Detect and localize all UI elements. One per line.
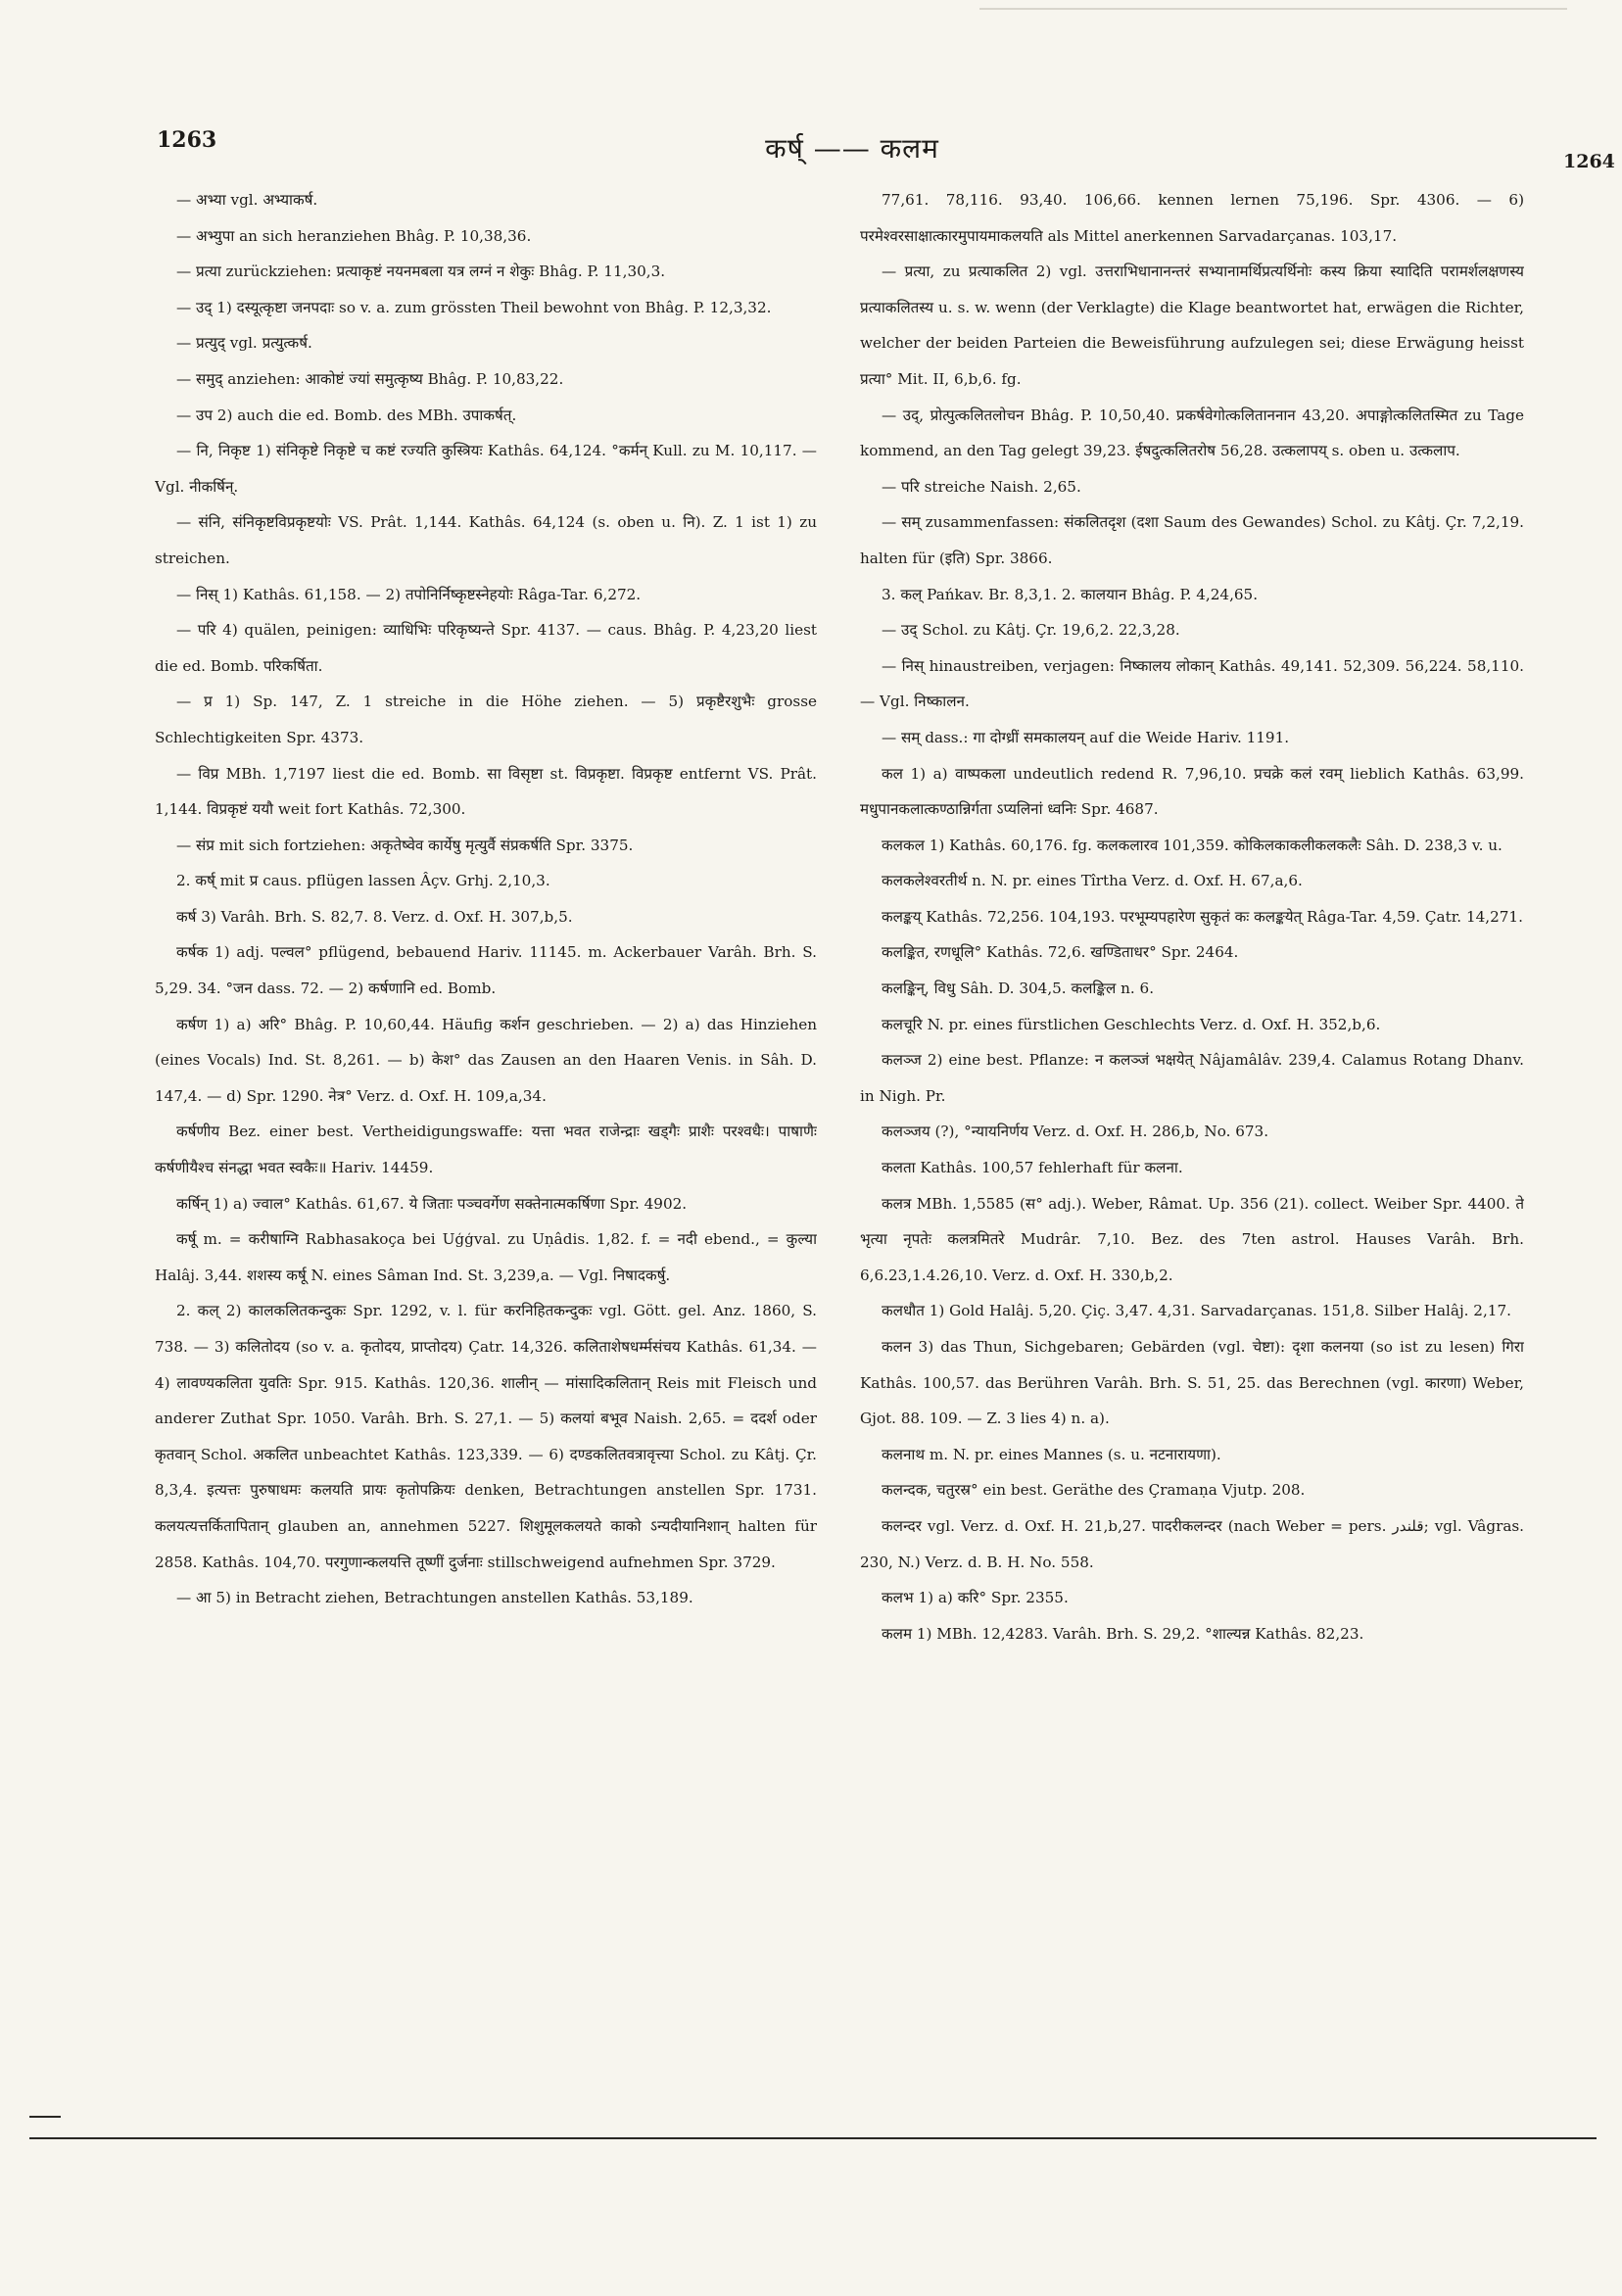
dictionary-entry: — प्रत्या zurückziehen: प्रत्याकृष्टं नयनमबला यत्र लग्नं न शेकुः Bhâg. P. 11,30,3. bbox=[176, 263, 666, 281]
dictionary-entry: कलङ्कय् Kathâs. 72,256. 104,193. परभूम्यपहारेण सुकृतं कः कलङ्कयेत् Râga-Tar. 4,59. Çatr. 14,271. bbox=[882, 907, 1523, 926]
dictionary-entry: कलधौत 1) Gold Halâj. 5,20. Çiç. 3,47. 4,31. Sarvadarçanas. 151,8. Silber Halâj. 2,17. bbox=[882, 1302, 1511, 1320]
dictionary-entry: कर्षणीय Bez. einer best. Vertheidigungswaffe: यत्ता भवत राजेन्द्राः खड्गैः प्राशैः परश्वधैः। पाषाणैः कर्षणीयैश्च संनद्धा भवत स्वकैः॥ Hariv. 14459. bbox=[155, 1123, 817, 1177]
dictionary-entry: कलन्दक, चतुरस्र° ein best. Geräthe des Çramaṇa Vjutp. 208. bbox=[882, 1481, 1306, 1500]
dictionary-entry: कलम 1) MBh. 12,4283. Varâh. Brh. S. 29,2. °शाल्यन्न Kathâs. 82,23. bbox=[882, 1624, 1364, 1643]
dictionary-entry: — निस् hinaustreiben, verjagen: निष्कालय लोकान् Kathâs. 49,141. 52,309. 56,224. 58,110. — Vgl. निष्कालन. bbox=[860, 656, 1524, 711]
dictionary-entry: कलनाथ m. N. pr. eines Mannes (s. u. नटनारायणा). bbox=[882, 1445, 1221, 1463]
dictionary-entry: कलङ्कित, रणधूलि° Kathâs. 72,6. खण्डिताधर° Spr. 2464. bbox=[882, 943, 1239, 962]
dictionary-entry: — संनि, संनिकृष्टविप्रकृष्टयोः VS. Prât. 1,144. Kathâs. 64,124 (s. oben u. नि). Z. 1 ist 1) zu streichen. bbox=[155, 513, 817, 567]
dictionary-entry: कलचूरि N. pr. eines fürstlichen Geschlechts Verz. d. Oxf. H. 352,b,6. bbox=[882, 1015, 1381, 1033]
dictionary-entry: कर्ष 3) Varâh. Brh. S. 82,7. 8. Verz. d. Oxf. H. 307,b,5. bbox=[176, 907, 573, 926]
dictionary-entry: कर्षिन् 1) a) ज्वाल° Kathâs. 61,67. ये जिताः पञ्चवर्गेण सक्तेनात्मकर्षिणा Spr. 4902. bbox=[176, 1194, 688, 1213]
dictionary-entry: — आ 5) in Betracht ziehen, Betrachtungen anstellen Kathâs. 53,189. bbox=[176, 1589, 693, 1607]
dictionary-entry: कर्षण 1) a) अरि° Bhâg. P. 10,60,44. Häufig कर्शन geschrieben. — 2) a) das Hinziehen (eines Vocals) Ind. St. 8,261. — b) केश° das Zausen an den Haaren Venis. in Sâh. D. 147,4. — d) Spr. 1290. नेत्र° Verz. d. Oxf. H. 109,a,34. bbox=[155, 1015, 817, 1105]
dictionary-entry: — उद्, प्रोत्पुत्कलितलोचन Bhâg. P. 10,50,40. प्रकर्षवेगोत्कलिताननान 43,20. अपाङ्गोत्कलितस्मित zu Tage kommend, an den Tag gelegt 39,23. ईषदुत्कलितरोष 56,28. उत्कलापय् s. oben u. उत्कलाप. bbox=[860, 406, 1524, 460]
dictionary-entry: — परि 4) quälen, peinigen: व्याधिभिः परिकृष्यन्ते Spr. 4137. — caus. Bhâg. P. 4,23,20 liest die ed. Bomb. परिकर्षिता. bbox=[155, 621, 817, 675]
dictionary-entry: — संप्र mit sich fortziehen: अकृतेष्वेव कार्येषु मृत्युर्वै संप्रकर्षति Spr. 3375. bbox=[176, 836, 634, 854]
dictionary-entry: कर्षक 1) adj. पल्वल° pflügend, bebauend Hariv. 11145. m. Ackerbauer Varâh. Brh. S. 5,29. 34. °जन dass. 72. — 2) कर्षणानि ed. Bomb. bbox=[155, 943, 817, 998]
dictionary-entry: कलत्र MBh. 1,5585 (स° adj.). Weber, Râmat. Up. 356 (21). collect. Weiber Spr. 4400. ते भृत्या नृपतेः कलत्रमितरे Mudrâr. 7,10. Bez. des 7ten astrol. Hauses Varâh. Brh. 6,6.23,1.4.26,10. Verz. d. Oxf. H. 330,b,2. bbox=[860, 1194, 1524, 1284]
dictionary-entry: 2. कल् 2) कालकलितकन्दुकः Spr. 1292, v. l. für करनिहितकन्दुकः vgl. Gött. gel. Anz. 1860, S. 738. — 3) कलितोदय (so v. a. कृतोदय, प्राप्तोदय) Çatr. 14,326. कलिताशेषधर्म्मसंचय Kathâs. 61,34. — 4) लावण्यकलिता युवतिः Spr. 915. Kathâs. 120,36. शालीन् — मांसादिकलितान् Reis mit Fleisch und anderer Zuthat Spr. 1050. Varâh. Brh. S. 27,1. — 5) कलयां बभूव Naish. 2,65. = ददर्श oder कृतवान् Schol. अकलित unbeachtet Kathâs. 123,339. — 6) दण्डकलितवत्रावृत्त्या Schol. zu Kâtj. Çr. 8,3,4. इत्यत्तः पुरुषाधमः कलयति प्रायः कृतोपक्रियः denken, Betrachtungen anstellen Spr. 1731. कलयत्यत्तर्कितापितान् glauben an, annehmen 5227. शिशुमूलकलयते काको ऽन्यदीयानिशान् halten für 2858. Kathâs. 104,70. परगुणान्कलयत्ति तूष्णीं दुर्जनाः stillschweigend aufnehmen Spr. 3729. bbox=[155, 1302, 817, 1571]
dictionary-entry: कलञ्जय (?), °न्यायनिर्णय Verz. d. Oxf. H. 286,b, No. 673. bbox=[882, 1123, 1269, 1141]
dictionary-entry: — उद् Schol. zu Kâtj. Çr. 19,6,2. 22,3,28. bbox=[882, 621, 1180, 640]
left-page-number: 1263 bbox=[157, 127, 217, 153]
left-column bbox=[155, 182, 817, 2122]
dictionary-entry: — सम् zusammenfassen: संकलितदृश (दशा Saum des Gewandes) Schol. zu Kâtj. Çr. 7,2,19. halten für (इति) Spr. 3866. bbox=[860, 513, 1524, 567]
dictionary-entry: 2. कर्ष् mit प्र caus. pflügen lassen Âçv. Grhj. 2,10,3. bbox=[176, 872, 550, 890]
dictionary-entry: — प्रत्युद् vgl. प्रत्युत्कर्ष. bbox=[176, 334, 312, 353]
right-column bbox=[860, 182, 1524, 2122]
dictionary-entry: — विप्र MBh. 1,7197 liest die ed. Bomb. सा विसृष्टा st. विप्रकृष्टा. विप्रकृष्ट entfernt VS. Prât. 1,144. विप्रकृष्टं ययौ weit fort Kathâs. 72,300. bbox=[155, 764, 817, 819]
dictionary-entry: — उप 2) auch die ed. Bomb. des MBh. उपाकर्षत्. bbox=[176, 406, 517, 424]
dictionary-entry: कलता Kathâs. 100,57 fehlerhaft für कलना. bbox=[882, 1159, 1183, 1177]
running-head: कर्ष् —— कलम bbox=[765, 132, 939, 165]
dictionary-entry: कलभ 1) a) करि° Spr. 2355. bbox=[882, 1589, 1069, 1607]
dictionary-entry: 77,61. 78,116. 93,40. 106,66. kennen lernen 75,196. Spr. 4306. — 6) परमेश्वरसाक्षात्कारमुपायमाकलयति als Mittel anerkennen Sarvadarçanas. 103,17. bbox=[860, 191, 1524, 245]
dictionary-entry: — समुद् anziehen: आकोष्टं ज्यां समुत्कृष्य Bhâg. P. 10,83,22. bbox=[176, 369, 564, 388]
dictionary-entry: — अभ्या vgl. अभ्याकर्ष. bbox=[176, 191, 318, 209]
dictionary-entry: कर्षू m. = करीषाग्नि Rabhasakoça bei Uģģval. zu Uṇâdis. 1,82. f. = नदी ebend., = कुल्या Halâj. 3,44. शशस्य कर्षू N. eines Sâman Ind. St. 3,239,a. — Vgl. निषादकर्षु. bbox=[155, 1230, 817, 1284]
dictionary-entry: कल 1) a) वाष्पकला undeutlich redend R. 7,96,10. प्रचक्रे कलं रवम् lieblich Kathâs. 63,99. मधुपानकलात्कण्ठान्निर्गता ऽप्यलिनां ध्वनिः Spr. 4687. bbox=[860, 764, 1524, 819]
dictionary-entry: 3. कल् Pańkav. Br. 8,3,1. 2. कालयान Bhâg. P. 4,24,65. bbox=[882, 585, 1259, 603]
dictionary-entry: — प्र 1) Sp. 147, Z. 1 streiche in die Höhe ziehen. — 5) प्रकृष्टैरशुभैः grosse Schlechtigkeiten Spr. 4373. bbox=[155, 693, 817, 746]
dictionary-entry: — सम् dass.: गा दोग्ध्रीं समकालयन् auf die Weide Hariv. 1191. bbox=[882, 728, 1290, 746]
right-page-number: 1264 bbox=[1563, 151, 1615, 172]
dictionary-entry: कलकल 1) Kathâs. 60,176. fg. कलकलारव 101,359. कोकिलकाकलीकलकलैः Sâh. D. 238,3 v. u. bbox=[882, 836, 1503, 854]
dictionary-entry: — नि, निकृष्ट 1) संनिकृष्टे निकृष्टे च कष्टं रज्यति कुस्त्रियः Kathâs. 64,124. °कर्मन् Kull. zu M. 10,117. — Vgl. नीकर्षिन्. bbox=[155, 442, 817, 496]
dictionary-entry: कलकलेश्वरतीर्थ n. N. pr. eines Tîrtha Verz. d. Oxf. H. 67,a,6. bbox=[882, 872, 1303, 890]
footer-mark bbox=[29, 2116, 61, 2118]
dictionary-entry: — निस् 1) Kathâs. 61,158. — 2) तपोनिर्निष्कृष्टस्नेहयोः Râga-Tar. 6,272. bbox=[176, 585, 642, 603]
dictionary-entry: कलञ्ज 2) eine best. Pflanze: न कलञ्जं भक्षयेत् Nâjamâlâv. 239,4. Calamus Rotang Dhanv. in Nigh. Pr. bbox=[860, 1051, 1524, 1105]
dictionary-entry: कलन 3) das Thun, Sichgebaren; Gebärden (vgl. चेष्टा): दृशा कलनया (so ist zu lesen) गिरा Kathâs. 100,57. das Berühren Varâh. Brh. S. 51, 25. das Berechnen (vgl. कारणा) Weber, Gjot. 88. 109. — Z. 3 lies 4) n. a). bbox=[860, 1338, 1524, 1428]
dictionary-entry: — प्रत्या, zu प्रत्याकलित 2) vgl. उत्तराभिधानानन्तरं सभ्यानामर्थिप्रत्यर्थिनोः कस्य क्रिया स्यादिति परामर्शलक्षणस्य प्रत्याकलितस्य u. s. w. wenn (der Verklagte) die Klage beantwortet hat, erwägen die Richter, welcher der beiden Parteien die Beweisführung aufzulegen sei; diese Erwägung heisst प्रत्या° Mit. II, 6,b,6. fg. bbox=[860, 263, 1524, 388]
dictionary-entry: — अभ्युपा an sich heranziehen Bhâg. P. 10,38,36. bbox=[176, 226, 532, 245]
dictionary-entry: — उद् 1) दस्यूत्कृष्टा जनपदाः so v. a. zum grössten Theil bewohnt von Bhâg. P. 12,3,32. bbox=[176, 298, 772, 316]
footer-rule bbox=[29, 2137, 1597, 2139]
dictionary-entry: कलङ्किन्, विधु Sâh. D. 304,5. कलङ्किल n. 6. bbox=[882, 980, 1155, 998]
dictionary-entry: — परि streiche Naish. 2,65. bbox=[882, 477, 1081, 496]
dictionary-entry: कलन्दर vgl. Verz. d. Oxf. H. 21,b,27. पादरीकलन्दर (nach Weber = pers. قلندر; vgl. Vâgras. 230, N.) Verz. d. B. H. No. 558. bbox=[860, 1516, 1524, 1571]
top-scan-edge bbox=[979, 8, 1567, 10]
